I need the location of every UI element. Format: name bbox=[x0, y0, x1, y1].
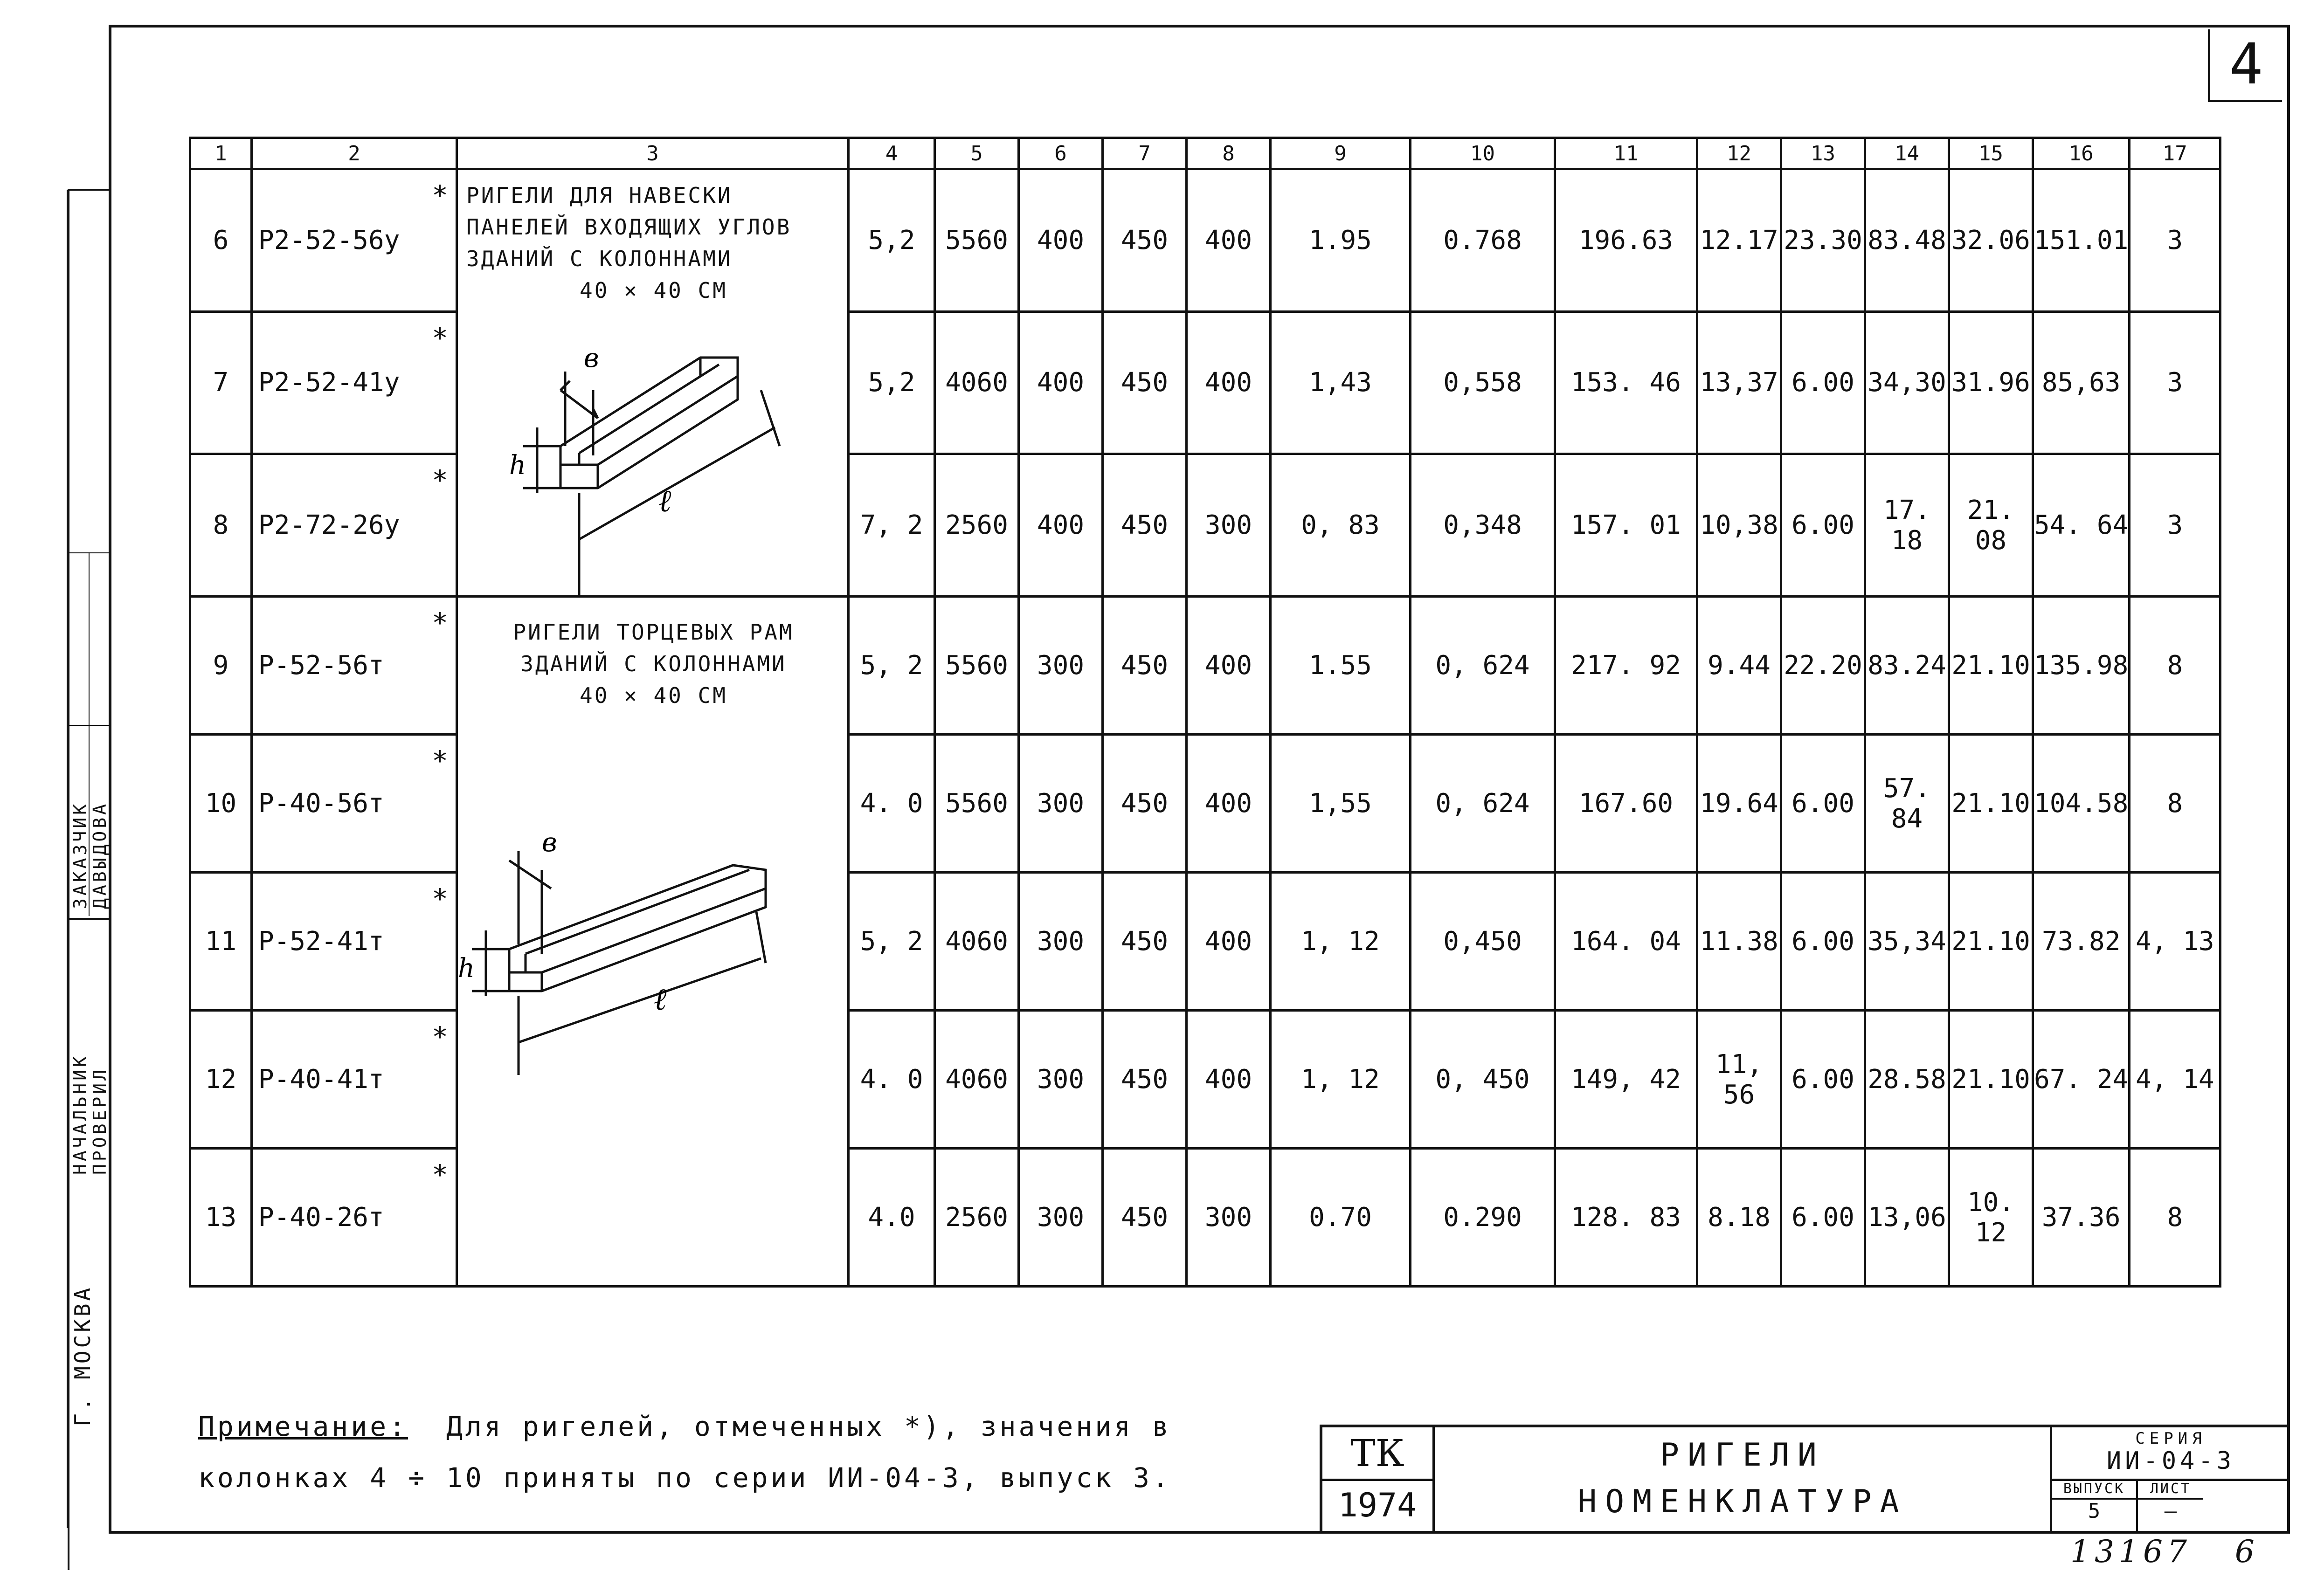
col-num: 3 bbox=[457, 138, 849, 169]
cell-c6: 400 bbox=[1019, 311, 1103, 454]
cell-c15: 21. 08 bbox=[1949, 454, 2033, 597]
cell-c12: 11, 56 bbox=[1697, 1011, 1781, 1149]
col-num: 17 bbox=[2130, 138, 2220, 169]
cell-n: 11 bbox=[190, 873, 252, 1011]
desc-line: ЗДАНИЙ С КОЛОННАМИ bbox=[520, 651, 787, 676]
cell-c8: 400 bbox=[1187, 597, 1271, 735]
cell-c17: 8 bbox=[2130, 1149, 2220, 1287]
cell-mark bbox=[252, 1149, 457, 1287]
cell-c6: 400 bbox=[1019, 169, 1103, 312]
cell-c10: 0,558 bbox=[1411, 311, 1555, 454]
strip-label-davydova: ДАВЫДОВА bbox=[90, 801, 110, 909]
cell-c11: 164. 04 bbox=[1555, 873, 1697, 1011]
stamp-title-1: РИГЕЛИ bbox=[1660, 1437, 1825, 1474]
cell-c10: 0,450 bbox=[1411, 873, 1555, 1011]
cell-c16: 135.98 bbox=[2033, 597, 2130, 735]
series-label: СЕРИЯ bbox=[2135, 1429, 2206, 1448]
archive-number-suffix: 6 bbox=[2234, 1534, 2259, 1570]
label-height: h bbox=[509, 450, 526, 481]
cell-c15: 10. 12 bbox=[1949, 1149, 2033, 1287]
cell-c16: 104.58 bbox=[2033, 735, 2130, 873]
cell-c15: 31.96 bbox=[1949, 311, 2033, 454]
cell-mark bbox=[252, 873, 457, 1011]
cell-c5: 4060 bbox=[935, 873, 1019, 1011]
cell-c11: 128. 83 bbox=[1555, 1149, 1697, 1287]
cell-c17: 3 bbox=[2130, 169, 2220, 312]
col-num: 5 bbox=[935, 138, 1019, 169]
cell-c13: 22.20 bbox=[1781, 597, 1865, 735]
cell-n: 6 bbox=[190, 169, 252, 312]
cell-mark bbox=[252, 597, 457, 735]
mark-text: Р2-52-41у bbox=[258, 367, 400, 398]
col-num: 13 bbox=[1781, 138, 1865, 169]
cell-c4: 4.0 bbox=[849, 1149, 935, 1287]
cell-c11: 153. 46 bbox=[1555, 311, 1697, 454]
cell-n: 7 bbox=[190, 311, 252, 454]
cell-c9: 1,43 bbox=[1271, 311, 1411, 454]
cell-c14: 57. 84 bbox=[1865, 735, 1949, 873]
col-num: 16 bbox=[2033, 138, 2130, 169]
asterisk: * bbox=[432, 1159, 448, 1191]
mark-text: Р-52-41т bbox=[258, 926, 384, 957]
cell-c16: 67. 24 bbox=[2033, 1011, 2130, 1149]
cell-c7: 450 bbox=[1103, 1011, 1187, 1149]
cell-c7: 450 bbox=[1103, 597, 1187, 735]
cell-c8: 400 bbox=[1187, 735, 1271, 873]
cell-mark bbox=[252, 1011, 457, 1149]
left-strip-divider-2 bbox=[68, 725, 109, 726]
cell-c15: 21.10 bbox=[1949, 597, 2033, 735]
col-num: 4 bbox=[849, 138, 935, 169]
cell-c13: 23.30 bbox=[1781, 169, 1865, 312]
stamp-year: 1974 bbox=[1338, 1486, 1417, 1524]
asterisk: * bbox=[432, 464, 448, 496]
col-num: 9 bbox=[1271, 138, 1411, 169]
strip-label-proveril: ПРОВЕРИЛ bbox=[90, 1067, 110, 1175]
stamp-title-2: НОМЕНКЛАТУРА bbox=[1577, 1483, 1908, 1520]
cell-c16: 85,63 bbox=[2033, 311, 2130, 454]
cell-c5: 4060 bbox=[935, 1011, 1019, 1149]
cell-c17: 3 bbox=[2130, 311, 2220, 454]
cell-c12: 8.18 bbox=[1697, 1149, 1781, 1287]
cell-c10: 0, 450 bbox=[1411, 1011, 1555, 1149]
mark-text: Р-52-56т bbox=[258, 650, 384, 681]
cell-mark bbox=[252, 311, 457, 454]
cell-c6: 300 bbox=[1019, 1011, 1103, 1149]
cell-n: 9 bbox=[190, 597, 252, 735]
series-value: ИИ-04-3 bbox=[2106, 1447, 2235, 1475]
mark-text: Р-40-26т bbox=[258, 1202, 384, 1233]
cell-c12: 12.17 bbox=[1697, 169, 1781, 312]
cell-c13: 6.00 bbox=[1781, 735, 1865, 873]
cell-mark bbox=[252, 735, 457, 873]
cell-c6: 300 bbox=[1019, 1149, 1103, 1287]
cell-c9: 0, 83 bbox=[1271, 454, 1411, 597]
col-num: 10 bbox=[1411, 138, 1555, 169]
cell-c13: 6.00 bbox=[1781, 873, 1865, 1011]
col-num: 8 bbox=[1187, 138, 1271, 169]
col-num: 6 bbox=[1019, 138, 1103, 169]
cell-c14: 17. 18 bbox=[1865, 454, 1949, 597]
archive-number bbox=[2070, 1534, 2259, 1570]
cell-n: 13 bbox=[190, 1149, 252, 1287]
strip-label-nachalnik: НАЧАЛЬНИК bbox=[70, 1054, 90, 1175]
cell-n: 8 bbox=[190, 454, 252, 597]
issue-value: 5 bbox=[2088, 1499, 2101, 1523]
cell-c12: 19.64 bbox=[1697, 735, 1781, 873]
cell-c5: 5560 bbox=[935, 169, 1019, 312]
cell-c4: 5, 2 bbox=[849, 597, 935, 735]
cell-c10: 0, 624 bbox=[1411, 735, 1555, 873]
cell-c16: 54. 64 bbox=[2033, 454, 2130, 597]
asterisk: * bbox=[432, 745, 448, 777]
issue-label: ВЫПУСК bbox=[2052, 1480, 2136, 1500]
cell-c13: 6.00 bbox=[1781, 1149, 1865, 1287]
cell-c7: 450 bbox=[1103, 1149, 1187, 1287]
cell-c9: 1, 12 bbox=[1271, 873, 1411, 1011]
mark-text: Р-40-41т bbox=[258, 1064, 384, 1095]
cell-c7: 450 bbox=[1103, 311, 1187, 454]
asterisk: * bbox=[432, 607, 448, 639]
cell-c17: 4, 13 bbox=[2130, 873, 2220, 1011]
cell-c14: 34,30 bbox=[1865, 311, 1949, 454]
col-num: 7 bbox=[1103, 138, 1187, 169]
cell-c4: 7, 2 bbox=[849, 454, 935, 597]
cell-c16: 37.36 bbox=[2033, 1149, 2130, 1287]
cell-c8: 400 bbox=[1187, 311, 1271, 454]
cell-c8: 300 bbox=[1187, 454, 1271, 597]
cell-c14: 35,34 bbox=[1865, 873, 1949, 1011]
cell-c8: 300 bbox=[1187, 1149, 1271, 1287]
label-height: h bbox=[458, 953, 475, 984]
archive-number-main: 13167 bbox=[2070, 1534, 2192, 1570]
cell-c12: 13,37 bbox=[1697, 311, 1781, 454]
mark-text: Р-40-56т bbox=[258, 788, 384, 819]
cell-c5: 4060 bbox=[935, 311, 1019, 454]
cell-c7: 450 bbox=[1103, 454, 1187, 597]
asterisk: * bbox=[432, 883, 448, 915]
sheet-number: 4 bbox=[2208, 29, 2282, 102]
cell-c13: 6.00 bbox=[1781, 454, 1865, 597]
col-num: 15 bbox=[1949, 138, 2033, 169]
note-line-1: Для ригелей, отмеченных *), значения в bbox=[446, 1411, 1171, 1442]
cell-c17: 8 bbox=[2130, 597, 2220, 735]
cell-n: 10 bbox=[190, 735, 252, 873]
note-label: Примечание: bbox=[198, 1411, 408, 1442]
cell-n: 12 bbox=[190, 1011, 252, 1149]
sheet-value: — bbox=[2164, 1499, 2177, 1523]
left-bottom-tick bbox=[68, 1528, 69, 1570]
mark-text: Р2-72-26у bbox=[258, 510, 400, 541]
label-length: ℓ bbox=[658, 483, 671, 519]
col-num: 2 bbox=[252, 138, 457, 169]
cell-c14: 83.48 bbox=[1865, 169, 1949, 312]
cell-c8: 400 bbox=[1187, 169, 1271, 312]
label-width: в bbox=[584, 343, 599, 373]
cell-c14: 28.58 bbox=[1865, 1011, 1949, 1149]
col-num: 14 bbox=[1865, 138, 1949, 169]
cell-c14: 83.24 bbox=[1865, 597, 1949, 735]
cell-c16: 151.01 bbox=[2033, 169, 2130, 312]
left-strip-divider-1 bbox=[68, 552, 109, 553]
cell-c5: 2560 bbox=[935, 454, 1019, 597]
stamp-org: ТК bbox=[1322, 1427, 1432, 1481]
cell-c11: 196.63 bbox=[1555, 169, 1697, 312]
cell-c4: 5, 2 bbox=[849, 873, 935, 1011]
cell-c17: 3 bbox=[2130, 454, 2220, 597]
beam-diagram-b bbox=[458, 823, 845, 1084]
cell-c9: 1, 12 bbox=[1271, 1011, 1411, 1149]
cell-c11: 149, 42 bbox=[1555, 1011, 1697, 1149]
cell-c17: 4, 14 bbox=[2130, 1011, 2220, 1149]
cell-c11: 167.60 bbox=[1555, 735, 1697, 873]
cell-c11: 217. 92 bbox=[1555, 597, 1697, 735]
cell-mark bbox=[252, 454, 457, 597]
cell-mark bbox=[252, 169, 457, 312]
cell-c4: 5,2 bbox=[849, 311, 935, 454]
label-width: в bbox=[542, 827, 557, 858]
group-a-description bbox=[457, 169, 849, 597]
cell-c4: 4. 0 bbox=[849, 735, 935, 873]
cell-c9: 1.55 bbox=[1271, 597, 1411, 735]
nomenclature-table bbox=[189, 137, 2221, 1288]
table-row bbox=[190, 169, 2220, 312]
cell-c7: 450 bbox=[1103, 735, 1187, 873]
title-block bbox=[1320, 1425, 2287, 1531]
cell-c10: 0.768 bbox=[1411, 169, 1555, 312]
column-number-row bbox=[190, 138, 2220, 169]
col-num: 11 bbox=[1555, 138, 1697, 169]
cell-c10: 0,348 bbox=[1411, 454, 1555, 597]
cell-c9: 1.95 bbox=[1271, 169, 1411, 312]
cell-c10: 0, 624 bbox=[1411, 597, 1555, 735]
col-num: 1 bbox=[190, 138, 252, 169]
desc-line: РИГЕЛИ ДЛЯ НАВЕСКИ bbox=[466, 183, 733, 208]
cell-c12: 9.44 bbox=[1697, 597, 1781, 735]
strip-label-zakazchik: ЗАКАЗЧИК bbox=[70, 801, 90, 909]
label-length: ℓ bbox=[654, 981, 667, 1017]
cell-c7: 450 bbox=[1103, 873, 1187, 1011]
cell-c12: 10,38 bbox=[1697, 454, 1781, 597]
cell-c9: 0.70 bbox=[1271, 1149, 1411, 1287]
cell-c5: 5560 bbox=[935, 597, 1019, 735]
cell-c9: 1,55 bbox=[1271, 735, 1411, 873]
cell-c6: 300 bbox=[1019, 735, 1103, 873]
cell-c6: 300 bbox=[1019, 873, 1103, 1011]
cell-c11: 157. 01 bbox=[1555, 454, 1697, 597]
cell-c5: 2560 bbox=[935, 1149, 1019, 1287]
desc-line: 40 × 40 СМ bbox=[580, 683, 727, 708]
mark-text: Р2-52-56у bbox=[258, 225, 400, 255]
cell-c5: 5560 bbox=[935, 735, 1019, 873]
cell-c4: 4. 0 bbox=[849, 1011, 935, 1149]
cell-c6: 400 bbox=[1019, 454, 1103, 597]
cell-c16: 73.82 bbox=[2033, 873, 2130, 1011]
cell-c8: 400 bbox=[1187, 1011, 1271, 1149]
cell-c10: 0.290 bbox=[1411, 1149, 1555, 1287]
sheet-label: ЛИСТ bbox=[2138, 1480, 2203, 1500]
cell-c15: 21.10 bbox=[1949, 735, 2033, 873]
cell-c12: 11.38 bbox=[1697, 873, 1781, 1011]
cell-c4: 5,2 bbox=[849, 169, 935, 312]
cell-c13: 6.00 bbox=[1781, 1011, 1865, 1149]
cell-c17: 8 bbox=[2130, 735, 2220, 873]
desc-line: ПАНЕЛЕЙ ВХОДЯЩИХ УГЛОВ bbox=[466, 214, 792, 240]
cell-c6: 300 bbox=[1019, 597, 1103, 735]
beam-diagram-a bbox=[458, 316, 845, 595]
cell-c8: 400 bbox=[1187, 873, 1271, 1011]
cell-c15: 32.06 bbox=[1949, 169, 2033, 312]
asterisk: * bbox=[432, 322, 448, 354]
cell-c15: 21.10 bbox=[1949, 1011, 2033, 1149]
note-line-2: колонках 4 ÷ 10 приняты по серии ИИ-04-3, выпуск 3. bbox=[198, 1462, 1171, 1494]
asterisk: * bbox=[432, 1021, 448, 1053]
table-row bbox=[190, 597, 2220, 735]
footnote bbox=[198, 1401, 1171, 1503]
cell-c7: 450 bbox=[1103, 169, 1187, 312]
cell-c14: 13,06 bbox=[1865, 1149, 1949, 1287]
desc-line: ЗДАНИЙ С КОЛОННАМИ bbox=[466, 246, 733, 271]
asterisk: * bbox=[432, 179, 448, 211]
desc-line: 40 × 40 СМ bbox=[580, 278, 727, 303]
group-b-description bbox=[457, 597, 849, 1287]
desc-line: РИГЕЛИ ТОРЦЕВЫХ РАМ bbox=[513, 620, 794, 645]
cell-c15: 21.10 bbox=[1949, 873, 2033, 1011]
strip-city: Г. МОСКВА bbox=[70, 1285, 95, 1426]
col-num: 12 bbox=[1697, 138, 1781, 169]
cell-c13: 6.00 bbox=[1781, 311, 1865, 454]
